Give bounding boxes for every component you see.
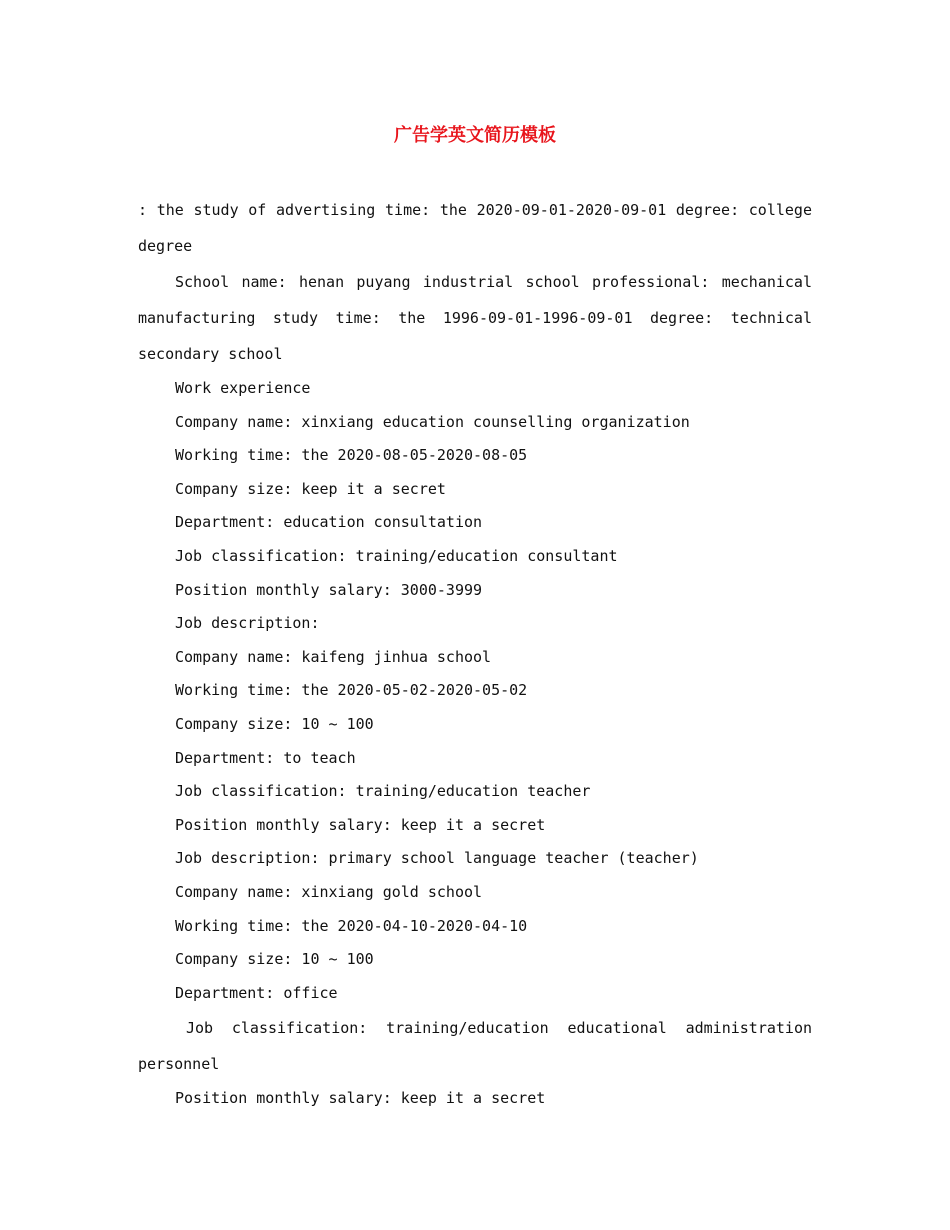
job-1-company-size: Company size: keep it a secret — [175, 479, 446, 498]
job-3-salary: Position monthly salary: keep it a secret — [175, 1089, 546, 1108]
job-1-working-time: Working time: the 2020-08-05-2020-08-05 — [175, 446, 528, 465]
job-2-company-size: Company size: 10 ~ 100 — [175, 714, 374, 733]
job-2-department: Department: to teach — [175, 748, 356, 767]
job-1-department: Department: education consultation — [175, 513, 483, 532]
job-1-description: Job description: — [175, 614, 320, 633]
education-entry-2: School name: henan puyang industrial school professional: mechanical manufacturing study time: the 1996-09-01-1996-09-01 degree: technical secondary school — [138, 273, 812, 363]
job-1-salary: Position monthly salary: 3000-3999 — [175, 580, 483, 599]
job-2-description: Job description: primary school language teacher (teacher) — [175, 849, 699, 868]
job-2-classification: Job classification: training/education teacher — [175, 782, 591, 801]
document-body — [138, 192, 812, 1116]
job-3-company-size: Company size: 10 ~ 100 — [175, 950, 374, 969]
job-3-working-time: Working time: the 2020-04-10-2020-04-10 — [175, 916, 528, 935]
job-2-salary: Position monthly salary: keep it a secret — [175, 815, 546, 834]
job-2-working-time: Working time: the 2020-05-02-2020-05-02 — [175, 681, 528, 700]
job-3-company: Company name: xinxiang gold school — [175, 882, 483, 901]
job-1-company: Company name: xinxiang education counselling organization — [175, 412, 690, 431]
job-3-department: Department: office — [175, 983, 338, 1002]
work-experience-heading: Work experience — [175, 379, 311, 397]
job-1-classification: Job classification: training/education consultant — [175, 546, 618, 565]
job-2-company: Company name: kaifeng jinhua school — [175, 647, 492, 666]
document-title: 广告学英文简历模板 — [394, 125, 556, 146]
job-3-classification: Job classification: training/education educational administration personnel — [138, 1019, 812, 1074]
education-entry-1: : the study of advertising time: the 2020-09-01-2020-09-01 degree: college degree — [138, 201, 812, 255]
